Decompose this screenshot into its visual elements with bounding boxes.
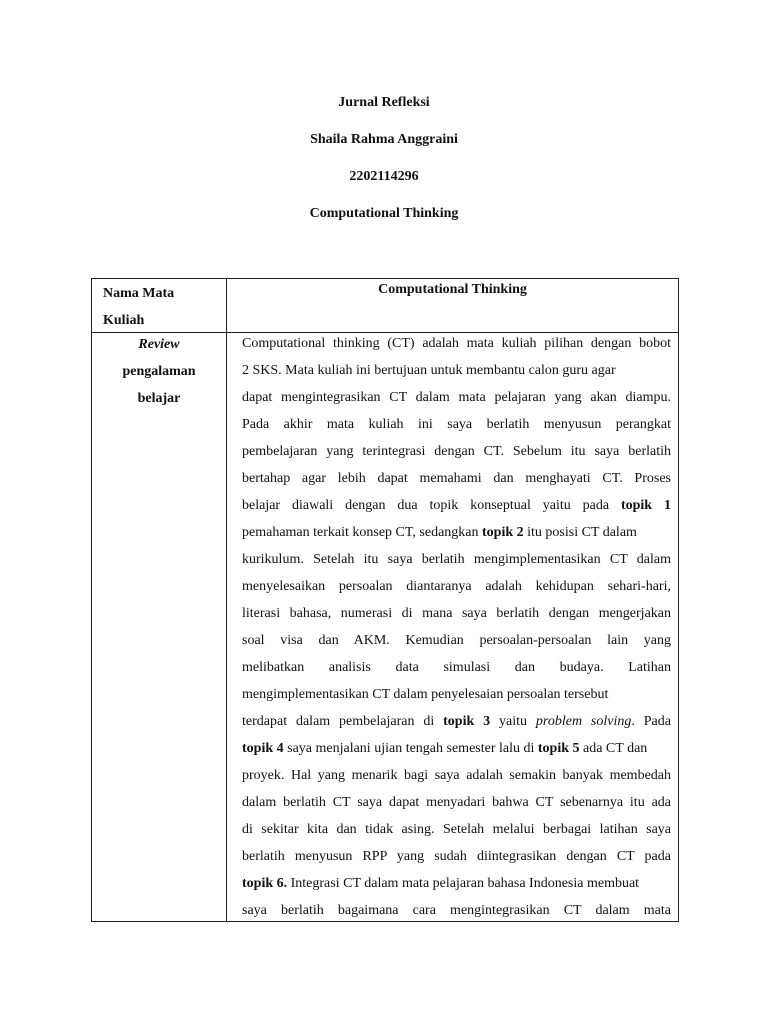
- student-id: 2202114296: [349, 169, 419, 184]
- content-line: pemahaman terkait konsep CT, sedangkan topik 2 itu posisi CT dalam: [242, 525, 637, 540]
- content-line: Computational thinking (CT) adalah mata kuliah pilihan dengan bobot: [242, 336, 671, 351]
- content-line: Pada akhir mata kuliah ini saya berlatih menyusun perangkat: [242, 417, 671, 432]
- content-line: kurikulum. Setelah itu saya berlatih mengimplementasikan CT dalam: [242, 552, 671, 567]
- content-line: terdapat dalam pembelajaran di topik 3 yaitu problem solving. Pada: [242, 714, 671, 729]
- content-line: proyek. Hal yang menarik bagi saya adalah semakin banyak membedah: [242, 768, 671, 783]
- header-cell-course-name: [103, 280, 221, 334]
- row-label-review: [92, 331, 226, 412]
- author-name: Shaila Rahma Anggraini: [310, 132, 458, 147]
- header-label-line: Nama Mata: [103, 286, 175, 301]
- document-title: Jurnal Refleksi: [338, 95, 430, 110]
- content-line: mengimplementasikan CT dalam penyelesaian persoalan tersebut: [242, 687, 609, 702]
- content-line: topik 6. Integrasi CT dalam mata pelajaran bahasa Indonesia membuat: [242, 876, 640, 891]
- course-title: Computational Thinking: [309, 206, 459, 221]
- content-line: 2 SKS. Mata kuliah ini bertujuan untuk membantu calon guru agar: [242, 363, 616, 378]
- content-line: di sekitar kita dan tidak asing. Setelah melalui berbagai latihan saya: [242, 822, 671, 837]
- row-label-line: belajar: [137, 391, 181, 406]
- content-line: literasi bahasa, numerasi di mana saya berlatih dengan mengerjakan: [242, 606, 671, 621]
- row-label-line: pengalaman: [122, 364, 196, 379]
- column-divider: [226, 279, 227, 921]
- reflection-table: [91, 278, 679, 922]
- content-line: menyelesaikan persoalan diantaranya adalah kehidupan sehari-hari,: [242, 579, 671, 594]
- review-content: [242, 330, 671, 924]
- content-line: melibatkan analisis data simulasi dan budaya. Latihan: [242, 660, 671, 675]
- header-cell-course-value: Computational Thinking: [378, 282, 527, 297]
- content-line: topik 4 saya menjalani ujian tengah semester lalu di topik 5 ada CT dan: [242, 741, 648, 756]
- content-line: belajar diawali dengan dua topik konseptual yaitu pada topik 1: [242, 498, 671, 513]
- content-line: bertahap agar lebih dapat memahami dan menghayati CT. Proses: [242, 471, 671, 486]
- content-line: dalam berlatih CT saya dapat menyadari bahwa CT sebenarnya itu ada: [242, 795, 671, 810]
- content-line: berlatih menyusun RPP yang sudah diintegrasikan dengan CT pada: [242, 849, 671, 864]
- content-line: saya berlatih bagaimana cara mengintegrasikan CT dalam mata: [242, 903, 671, 918]
- row-label-line: Review: [138, 337, 180, 352]
- content-line: pembelajaran yang terintegrasi dengan CT. Sebelum itu saya berlatih: [242, 444, 671, 459]
- content-line: soal visa dan AKM. Kemudian persoalan-persoalan lain yang: [242, 633, 671, 648]
- content-line: dapat mengintegrasikan CT dalam mata pelajaran yang akan diampu.: [242, 390, 671, 405]
- header-label-line: Kuliah: [103, 313, 145, 328]
